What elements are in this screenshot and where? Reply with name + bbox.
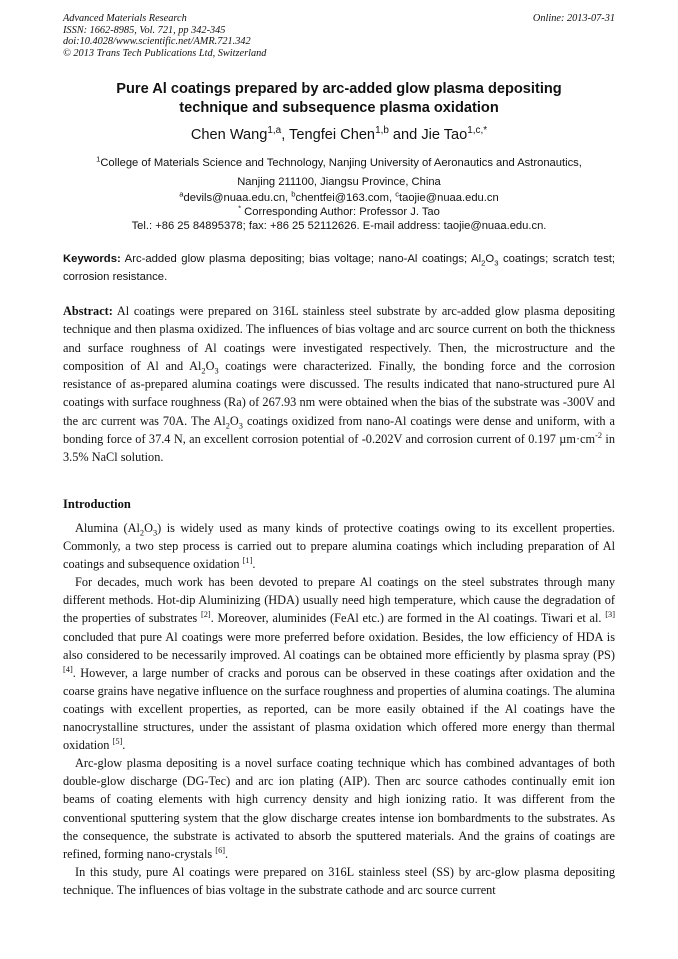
p1-text-4: .	[252, 557, 256, 572]
citation-ref[interactable]: [4]	[63, 664, 73, 674]
abstract-text-1: Al coatings were prepared on 316L stainless steel substrate by arc-added glow plasma depositing technique and then plasma oxidized. The influences of bias voltage and arc source current on both the thickness and surface roughness of Al coatings were investigated respectively. Then, the microstructure and the composition of Al and Al	[63, 304, 615, 373]
citation-ref[interactable]: [6]	[215, 845, 226, 855]
author-3-sup: 1,c,*	[467, 125, 488, 137]
author-3: Jie Tao	[421, 127, 468, 143]
doi-line: doi:10.4028/www.scientific.net/AMR.721.342	[63, 36, 251, 48]
author-sep-2: and	[388, 127, 422, 143]
copyright-line: © 2013 Trans Tech Publications Ltd, Switzerland	[63, 47, 267, 59]
abstract-sub-2: 3	[214, 366, 219, 376]
p1-sub-1: 2	[139, 528, 145, 538]
keywords-text-2: O	[485, 253, 495, 265]
keywords-text-1: Arc-added glow plasma depositing; bias voltage; nano-Al coatings; Al	[120, 253, 482, 265]
abstract-sub-3: 2	[225, 421, 230, 431]
citation-ref[interactable]: [5]	[112, 737, 123, 747]
citation-ref[interactable]: [3]	[605, 610, 616, 620]
keywords-text-3: coatings; scratch test; corrosion resistance.	[63, 253, 616, 283]
author-2: Tengfei Chen	[289, 127, 376, 143]
journal-header	[63, 13, 615, 59]
intro-paragraph-1	[63, 519, 615, 573]
p2-text-2: . Moreover, aluminides (FeAl etc.) are formed in the Al coatings. Tiwari et al.	[210, 611, 606, 626]
online-date: Online: 2013-07-31	[532, 13, 615, 24]
keywords-label: Keywords:	[63, 253, 121, 265]
keywords-sub-1: 2	[481, 258, 486, 268]
title-line-1: Pure Al coatings prepared by arc-added glow plasma depositing	[116, 81, 562, 97]
abstract-sup-1: -2	[595, 430, 603, 440]
author-list	[40, 126, 638, 144]
p2-text-4: . However, a large number of cracks and porous can be observed in these coatings after oxidation and the coarse grains have negative influence on the surface roughness and properties of alumina coatings. The alumina coatings with excellent properties, as reported, can be more easily obtained if the Al coatings have the nanocrystalline structures, under the assistant of plasma oxidation which offered more energy than thermal oxidation	[63, 665, 615, 753]
author-1-sup: 1,a	[267, 125, 282, 137]
p2-text-3: concluded that pure Al coatings were more preferred before oxidation. Besides, the low efficiency of HDA is also considered to be necessarily improved. Al coatings can be obtained more efficiently by plasma spray (PS)	[63, 629, 615, 662]
corresponding-text: Corresponding Author: Professor J. Tao	[241, 206, 440, 218]
title-line-2: technique and subsequence plasma oxidation	[179, 100, 499, 116]
keywords-sub-2: 3	[494, 258, 499, 268]
p2-text-5: .	[122, 738, 126, 753]
abstract-text-4: O	[229, 413, 239, 428]
email-a-sup: a	[179, 189, 184, 199]
author-sep-1: ,	[281, 127, 290, 143]
email-b: chentfei@163.com,	[295, 192, 396, 204]
author-1: Chen Wang	[190, 127, 268, 143]
affiliation-line-1: College of Materials Science and Technology, Nanjing University of Aeronautics and Astronautics,	[100, 157, 582, 169]
corresponding-author	[40, 205, 638, 219]
p1-text-2: O	[144, 521, 153, 535]
issn-line: ISSN: 1662-8985, Vol. 721, pp 342-345	[63, 24, 226, 36]
abstract-text-2: O	[205, 358, 215, 373]
email-list	[40, 191, 638, 205]
abstract-sub-4: 3	[238, 421, 243, 431]
corresponding-sup: *	[238, 203, 242, 213]
citation-ref[interactable]: [2]	[200, 610, 211, 620]
intro-paragraph-3	[63, 754, 615, 863]
p3-text-1: Arc-glow plasma depositing is a novel surface coating technique which has combined advantages of both double-glow discharge (DG-Tec) and arc ion plating (AIP). Then arc source cathodes continually emit ion beams of coating elements with high currency density and high ionizing ratio. It was different from the conventional sputtering system that the glow discharge creates intense ion bombardments to the substrates. As the consequence, the substrate is activated to absorb the sputtered materials. And the grains of coatings are refined, forming nano-crystals	[63, 756, 615, 861]
p3-text-2: .	[225, 846, 229, 861]
p4-text-1: In this study, pure Al coatings were prepared on 316L stainless steel (SS) by arc-glow plasma depositing technique. The influences of bias voltage in the substrate cathode and arc source current	[63, 864, 615, 897]
author-2-sup: 1,b	[375, 125, 389, 137]
email-a: devils@nuaa.edu.cn,	[183, 192, 292, 204]
abstract-text-3: coatings were characterized. Finally, the bonding force and the corrosion resistance of as-prepared alumina coatings were discussed. The results indicated that nano-structured pure Al coatings with surface roughness (Ra) of 267.93 nm were obtained when the bias of the substrate was -300V and the arc current was 70A. The Al	[63, 358, 615, 428]
citation-ref[interactable]: [1]	[242, 556, 253, 566]
affiliation-line-2: Nanjing 211100, Jiangsu Province, China	[237, 176, 441, 188]
intro-paragraph-2	[63, 573, 615, 754]
abstract-label: Abstract:	[63, 304, 113, 318]
p1-text-1: Alumina (Al	[75, 521, 140, 535]
paper-title	[40, 80, 638, 118]
intro-paragraph-4	[63, 863, 615, 899]
p1-text-3: ) is widely used as many kinds of protective coatings owing to its excellent properties. Commonly, a two step process is carried out to prepare alumina coatings which including preparation of Al coatings and subsequence oxidation	[63, 521, 615, 572]
email-c-sup: c	[395, 189, 399, 199]
abstract	[63, 302, 615, 467]
contact-line: Tel.: +86 25 84895378; fax: +86 25 52112626. E-mail address: taojie@nuaa.edu.cn.	[131, 220, 547, 232]
affiliation-sup: 1	[96, 154, 101, 164]
abstract-sub-1: 2	[201, 366, 206, 376]
abstract-text-5: coatings oxidized from nano-Al coatings were dense and uniform, with a bonding force of 37.4 N, an excellent corrosion potential of -0.202V and corrosion current of 0.197 µm·cm	[63, 413, 615, 447]
keywords	[63, 250, 615, 286]
email-b-sup: b	[291, 189, 296, 199]
abstract-text-6: in 3.5% NaCl solution.	[63, 432, 615, 465]
p1-sub-2: 3	[152, 528, 158, 538]
p2-text-1: For decades, much work has been devoted to prepare Al coatings on the steel substrates through many different methods. Hot-dip Aluminizing (HDA) usually need high temperature, which cause the degradation of the properties of substrates	[63, 575, 615, 626]
introduction-heading: Introduction	[63, 497, 131, 511]
email-c: taojie@nuaa.edu.cn	[399, 192, 499, 204]
affiliation	[40, 154, 638, 192]
journal-name: Advanced Materials Research	[63, 13, 187, 24]
introduction-body	[63, 519, 615, 899]
